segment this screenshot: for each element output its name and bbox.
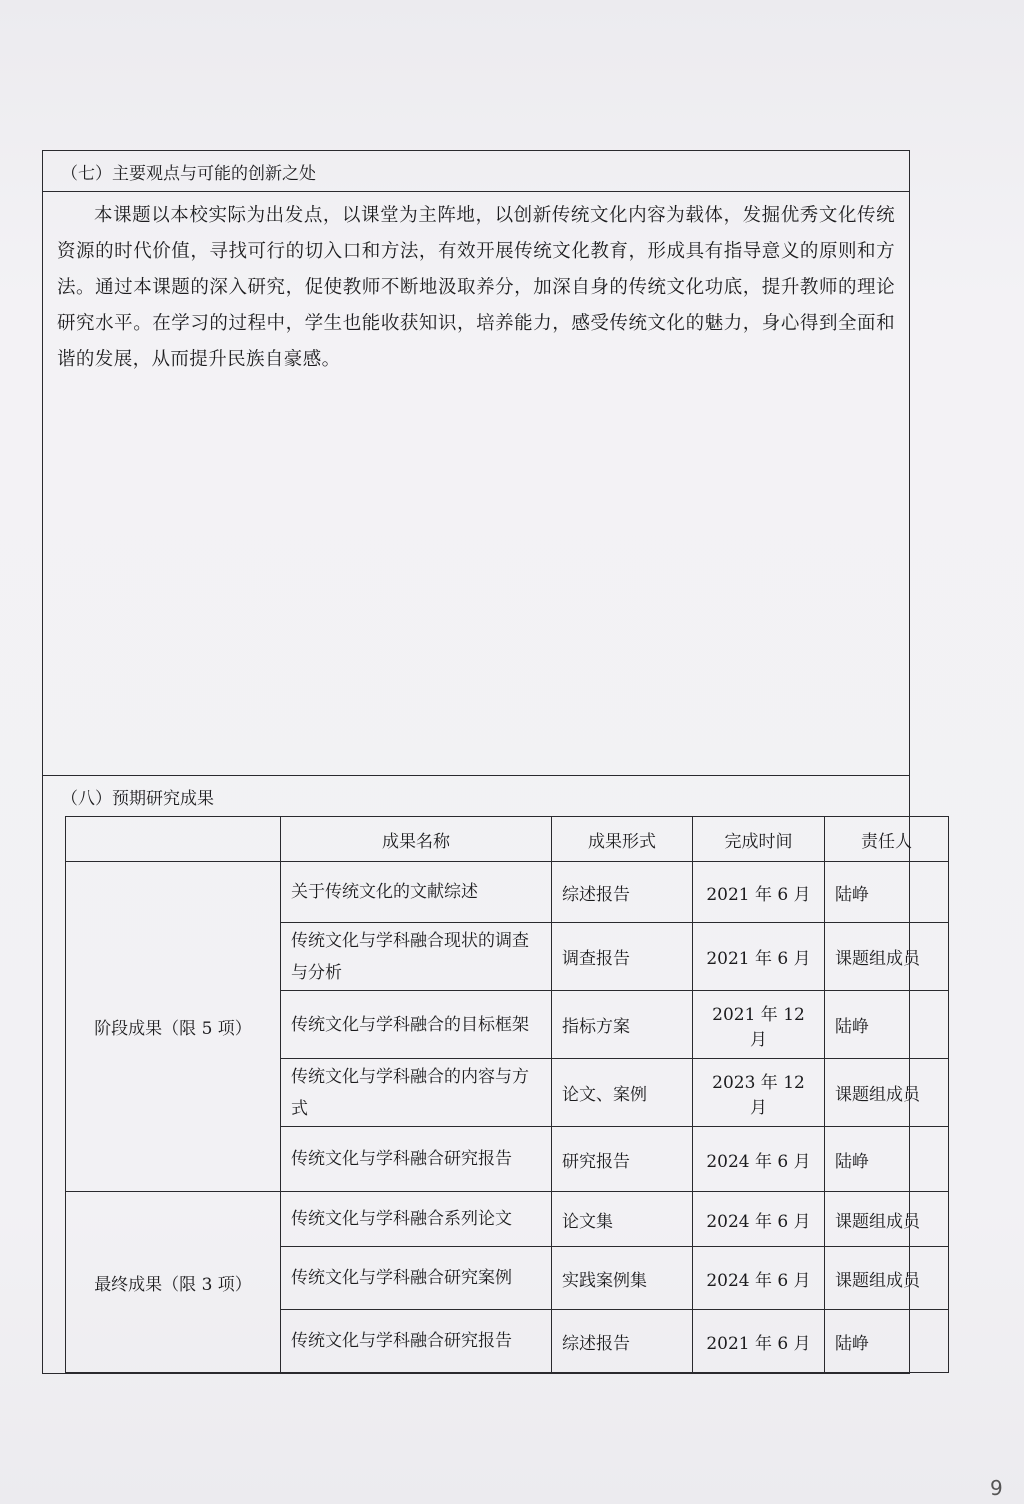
section7-body [43,192,909,776]
result-owner: 陆峥 [825,1310,949,1373]
result-form: 调查报告 [552,923,693,991]
result-form: 研究报告 [552,1127,693,1192]
stage-label: 最终成果（限 3 项） [66,1192,281,1373]
form-frame [42,150,920,1374]
result-owner: 课题组成员 [825,1247,949,1310]
header-owner: 责任人 [825,817,949,862]
result-name: 传统文化与学科融合研究报告 [281,1127,552,1192]
result-name: 传统文化与学科融合的内容与方式 [281,1059,552,1127]
result-time: 2024 年 6 月 [693,1127,825,1192]
result-form: 论文集 [552,1192,693,1247]
header-time: 完成时间 [693,817,825,862]
result-name: 关于传统文化的文献综述 [281,862,552,923]
result-time: 2021 年 6 月 [693,862,825,923]
result-time: 2024 年 6 月 [693,1247,825,1310]
result-form: 综述报告 [552,1310,693,1373]
section8-heading: （八）预期研究成果 [61,788,214,809]
result-time: 2024 年 6 月 [693,1192,825,1247]
results-table [65,816,949,1373]
result-name: 传统文化与学科融合系列论文 [281,1192,552,1247]
section7-paragraph: 本课题以本校实际为出发点，以课堂为主阵地，以创新传统文化内容为载体，发掘优秀文化传统资源的时代价值，寻找可行的切入口和方法，有效开展传统文化教育，形成具有指导意义的原则和方法。通过本课题的深入研究，促使教师不断地汲取养分，加深自身的传统文化功底，提升教师的理论研究水平。在学习的过程中，学生也能收获知识，培养能力，感受传统文化的魅力，身心得到全面和谐的发展，从而提升民族自豪感。 [57,205,895,370]
header-name: 成果名称 [281,817,552,862]
result-owner: 陆峥 [825,1127,949,1192]
stage-label: 阶段成果（限 5 项） [66,862,281,1192]
table-row [66,1192,949,1247]
result-owner: 课题组成员 [825,1192,949,1247]
result-owner: 陆峥 [825,862,949,923]
result-name: 传统文化与学科融合研究案例 [281,1247,552,1310]
result-time: 2021 年 6 月 [693,923,825,991]
result-time: 2021 年 12 月 [693,991,825,1059]
result-form: 实践案例集 [552,1247,693,1310]
header-blank [66,817,281,862]
result-owner: 课题组成员 [825,923,949,991]
result-time: 2023 年 12 月 [693,1059,825,1127]
result-form: 论文、案例 [552,1059,693,1127]
result-name: 传统文化与学科融合的目标框架 [281,991,552,1059]
corner-page-mark: 9 [990,1476,1003,1500]
result-owner: 陆峥 [825,991,949,1059]
result-owner: 课题组成员 [825,1059,949,1127]
result-name: 传统文化与学科融合研究报告 [281,1310,552,1373]
result-form: 指标方案 [552,991,693,1059]
section7-heading: （七）主要观点与可能的创新之处 [43,151,909,192]
table-row [66,862,949,923]
table-header-row [66,817,949,862]
header-form: 成果形式 [552,817,693,862]
result-name: 传统文化与学科融合现状的调查与分析 [281,923,552,991]
result-form: 综述报告 [552,862,693,923]
result-time: 2021 年 6 月 [693,1310,825,1373]
